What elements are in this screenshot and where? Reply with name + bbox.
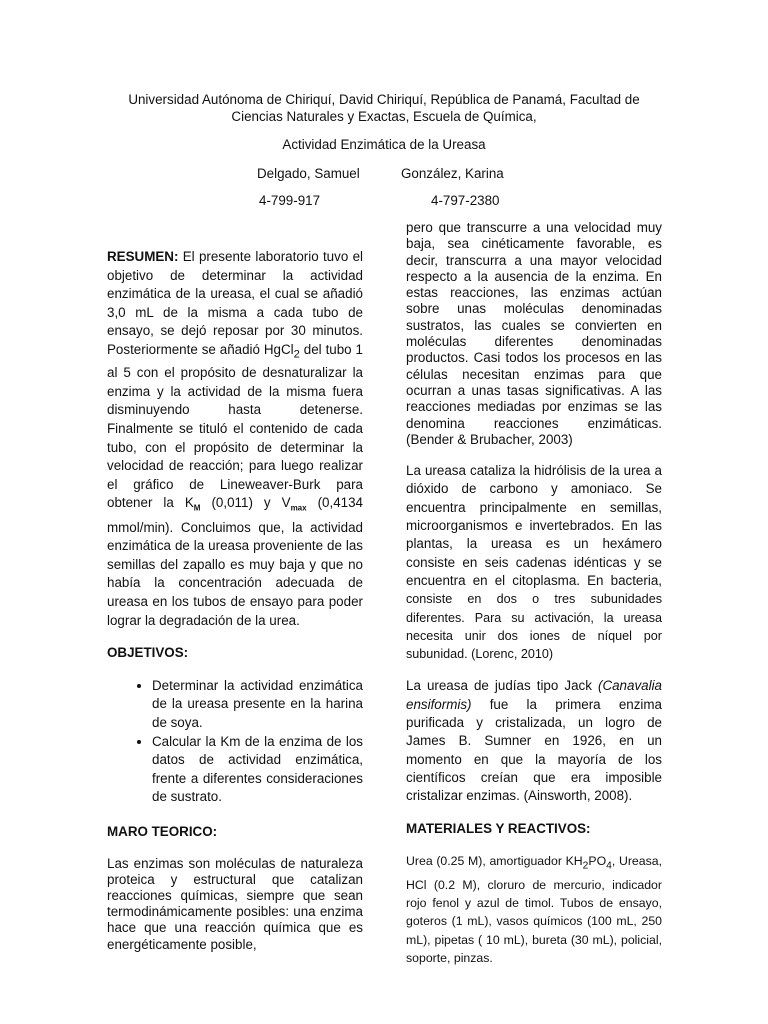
ureasa-text-1: La ureasa cataliza la hidrólisis de la urea a dióxido de carbono y amoniaco. Se encuentra principalmente en semillas, microorganismos e invertebrados. En las plantas, la ureasa es un hexámero consiste en seis cadenas idénticas y se encuentra en el citoplasma. En bacteria,: [406, 463, 662, 588]
objetivos-heading: OBJETIVOS:: [107, 645, 189, 661]
resumen-sub-1: 2: [293, 348, 300, 361]
resumen-sub-2: M: [193, 504, 201, 514]
materiales-paragraph: [406, 852, 662, 967]
resumen-paragraph: [107, 248, 363, 630]
ureasa-text-2: consiste en dos o tres subunidades diferentes. Para su activación, la ureasa necesita unir dos iones de níquel por subunidad. (Lorenc, 2010): [406, 592, 662, 662]
judias-text-1: La ureasa de judías tipo Jack: [406, 678, 598, 694]
affiliation-header: [100, 91, 668, 125]
materiales-text-1: Urea (0.25 M), amortiguador KH: [406, 854, 583, 869]
materiales-sub-1: 2: [582, 860, 589, 872]
materiales-text-3: , Ureasa, HCl (0.2 M), cloruro de mercurio, indicador rojo fenol y azul de timol. Tubos de ensayo, goteros (1 mL), vasos químicos (100 mL, 250 mL), pipetas ( 10 mL), bureta (30 mL), policial, soporte, pinzas.: [406, 854, 663, 965]
resumen-text-1: El presente laboratorio tuvo el objetivo de determinar la actividad enzimática de la ureasa, el cual se añadió 3,0 mL de la misma a cada tubo de ensayo, se dejó reposar por 30 minutos. Posteriormente se añadió HgCl: [107, 249, 363, 357]
resumen-text-2: del tubo 1 al 5 con el propósito de desnaturalizar la enzima y la actividad de la misma fuera disminuyendo hasta detenerse. Finalmente se tituló el contenido de cada tubo, con el propósito de determinar la velocidad de reacción; para luego realizar el gráfico de Lineweaver-Burk para obtener la K: [107, 341, 363, 511]
author-1: Delgado, Samuel: [257, 166, 360, 181]
marco-paragraph-1-continued: pero que transcurre a una velocidad muy baja, sea cinéticamente favorable, es decir, transcurra a una mayor velocidad respecto a la ausencia de la enzima. En estas reacciones, las enzimas actúan sobre unas moléculas denominadas sustratos, las cuales se convierten en moléculas diferentes denominadas productos. Casi todos los procesos en las células necesitan enzimas para que ocurran a unas tasas significativas. A las reacciones mediadas por enzimas se las denomina reacciones enzimáticas. (Bender & Brubacher, 2003): [406, 220, 662, 447]
materiales-text-2: PO: [588, 854, 607, 869]
affiliation-line-2: Ciencias Naturales y Exactas, Escuela de Química,: [231, 109, 537, 124]
resumen-sub-3: max: [290, 504, 307, 514]
objetivos-list: [107, 677, 363, 807]
resumen-text-4: (0,4134 mmol/min). Concluimos que, la actividad enzimática de la ureasa proveniente de las semillas del zapallo es muy baja y que no había la concentración adecuada de ureasa en los tubos de ensayo para poder lograr la degradación de la urea.: [107, 495, 364, 628]
author-2-id: 4-797-2380: [431, 193, 500, 208]
paper-title: Actividad Enzimática de la Ureasa: [282, 137, 486, 152]
marco-paragraph-1: Las enzimas son moléculas de naturaleza proteica y estructural que catalizan reacciones químicas, siempre que sean termodinámicamente posibles: una enzima hace que una reacción química que es energéticamente posible,: [107, 855, 363, 952]
materiales-heading: MATERIALES Y REACTIVOS:: [406, 820, 591, 836]
resumen-text-3: (0,011) y V: [200, 495, 291, 511]
objetivo-item: • Calcular la Km de la enzima de los datos de actividad enzimática, frente a diferentes consideraciones de sustrato.: [152, 733, 363, 807]
judias-text-2: fue la primera enzima purificada y cristalizada, un logro de James B. Sumner en 1926, en un momento en que la mayoría de los científicos creían que era imposible cristalizar enzimas. (Ainsworth, 2008).: [406, 696, 662, 804]
resumen-label: RESUMEN:: [107, 249, 179, 264]
author-1-id: 4-799-917: [259, 193, 321, 208]
ureasa-paragraph: [406, 462, 662, 663]
right-column: [406, 220, 662, 981]
species-name: (Canavalia ensiformis): [406, 678, 662, 712]
materiales-sub-2: 4: [606, 860, 612, 872]
left-column: [107, 248, 363, 967]
objetivo-item: • Determinar la actividad enzimática de la ureasa presente en la harina de soya.: [152, 677, 363, 733]
marco-heading: MARO TEORICO:: [107, 823, 218, 839]
judias-paragraph: [406, 677, 662, 805]
author-2: González, Karina: [401, 166, 504, 181]
affiliation-line-1: Universidad Autónoma de Chiriquí, David Chiriquí, República de Panamá, Facultad de: [128, 92, 640, 107]
